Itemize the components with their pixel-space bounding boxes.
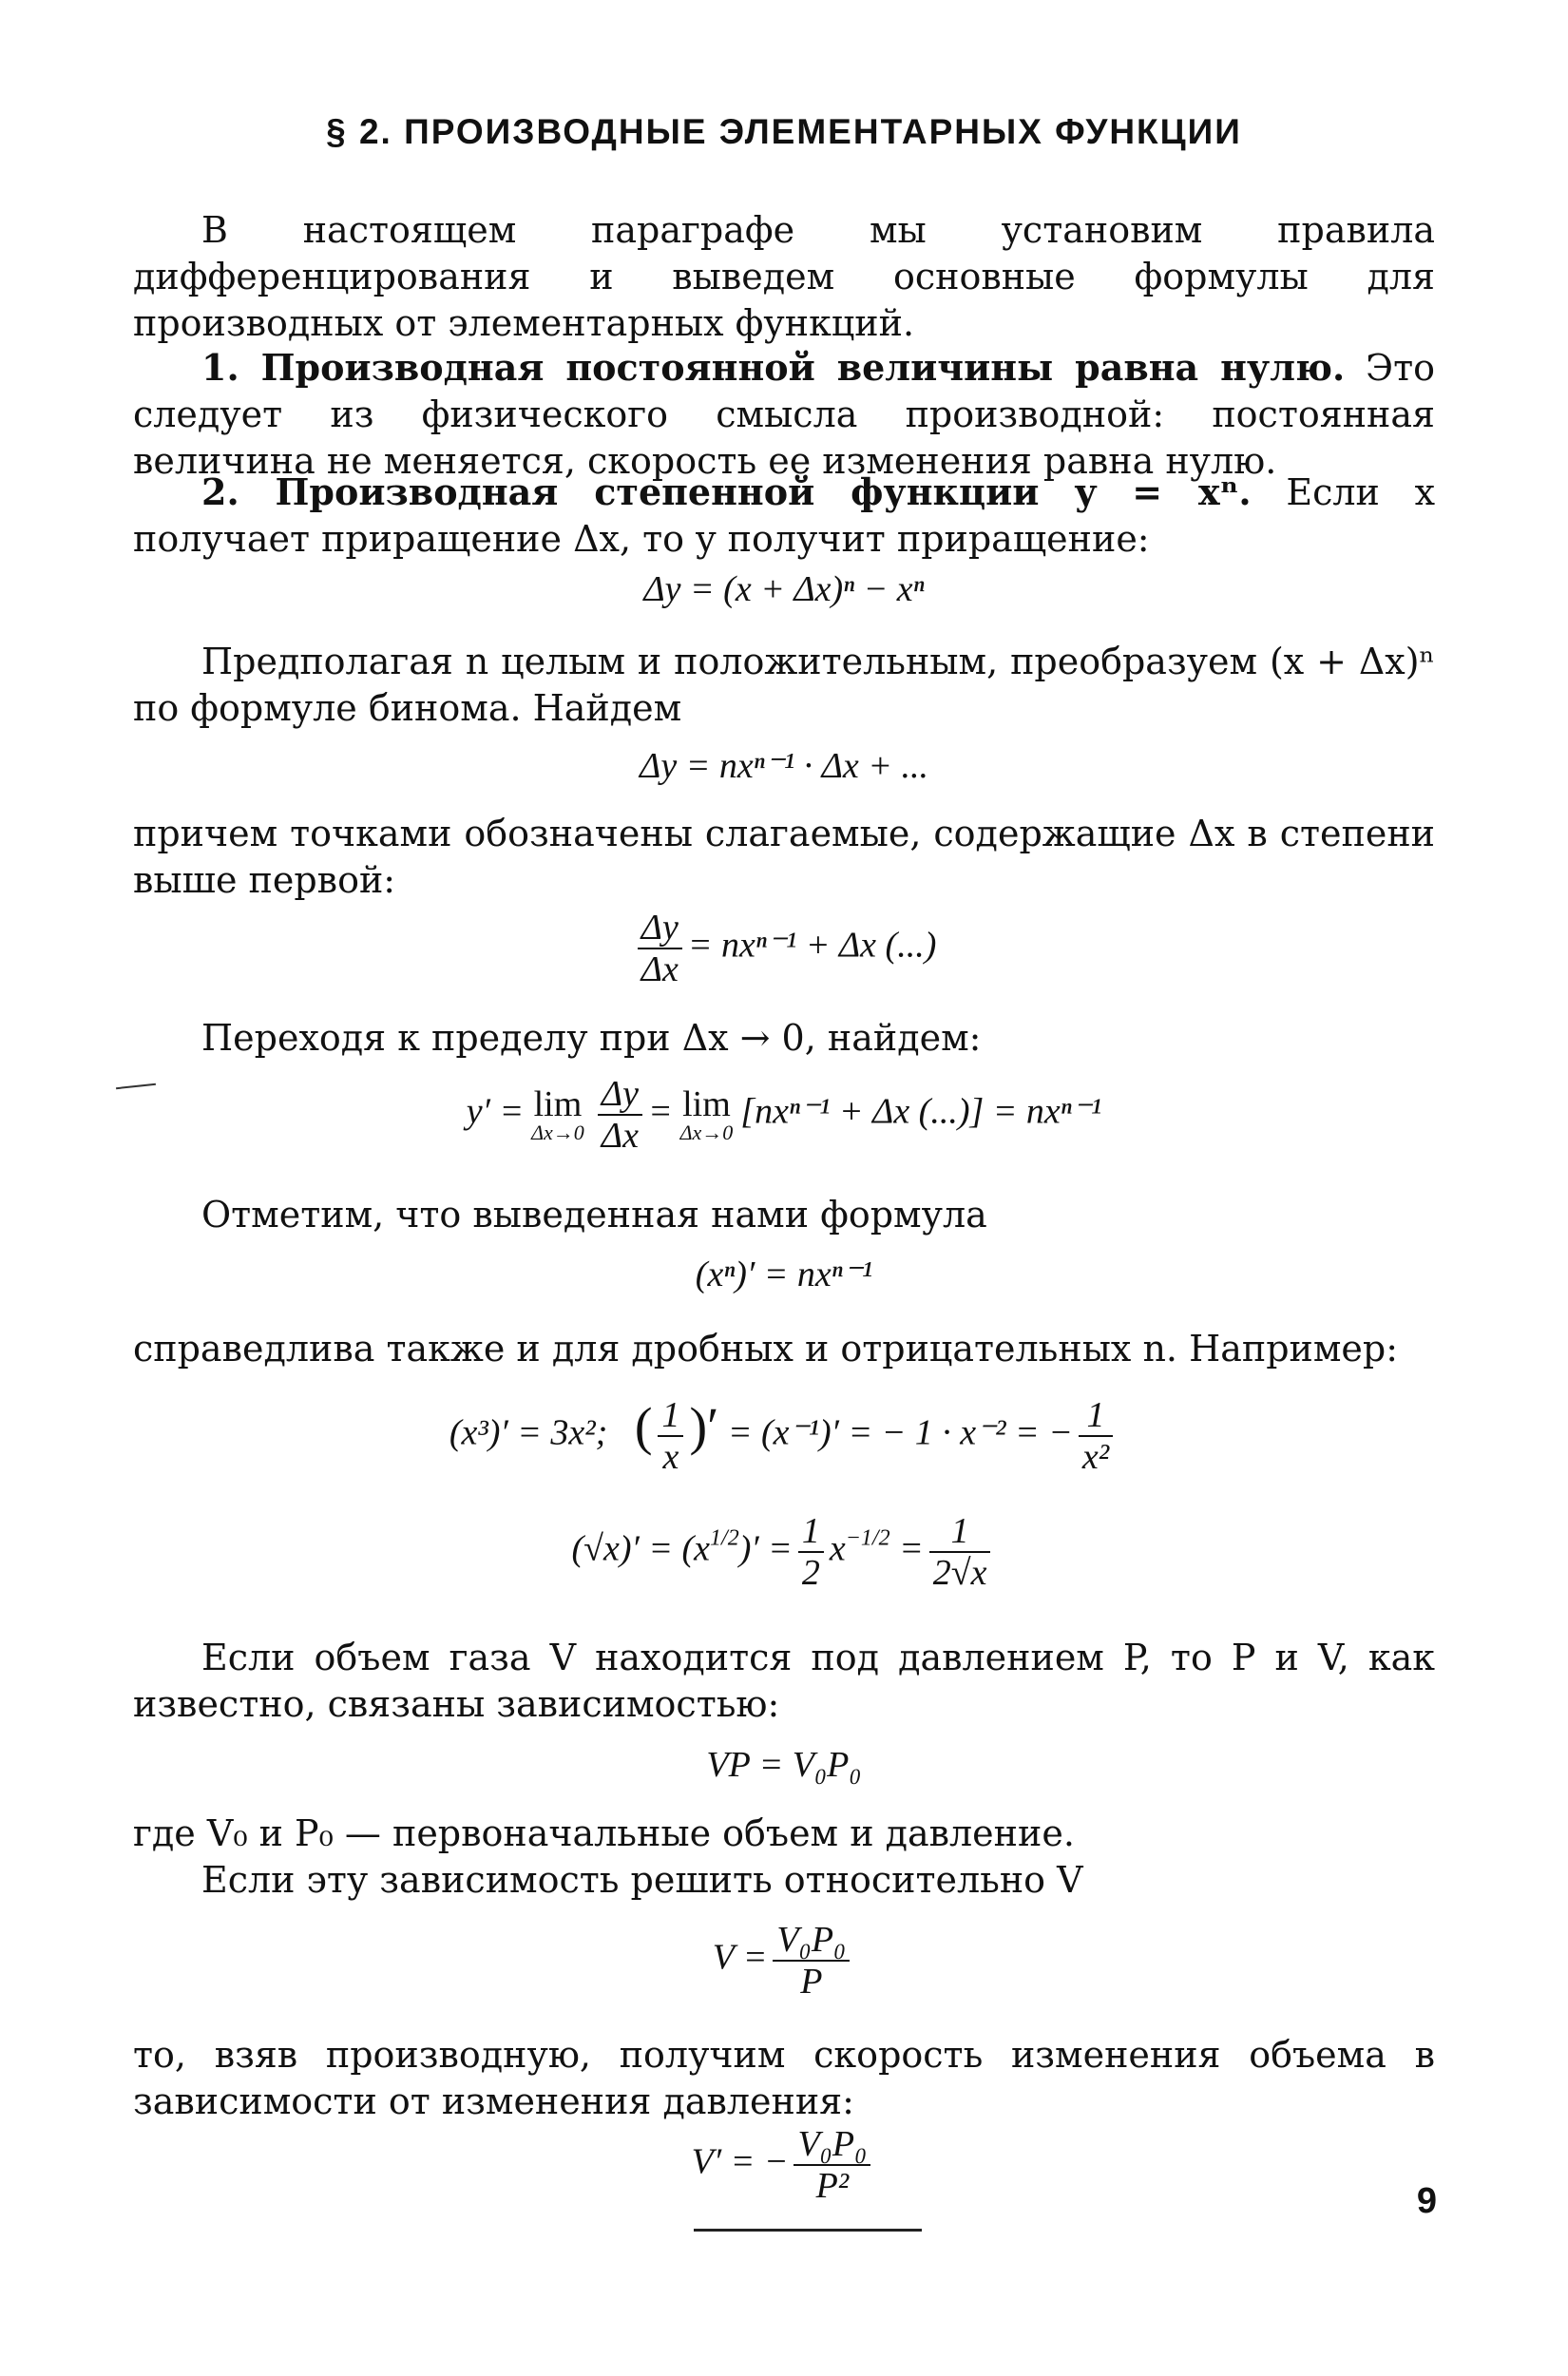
root-equals: = bbox=[899, 1528, 924, 1569]
limit-2-subscript: Δx→0 bbox=[679, 1121, 734, 1144]
ratio-numerator: Δy bbox=[638, 908, 682, 949]
formula-examples-2 bbox=[133, 1511, 1435, 1593]
root-lhs: (√x)′ = (x bbox=[571, 1528, 711, 1569]
formula-binomial-expansion: Δy = nxⁿ⁻¹ · Δx + ... bbox=[640, 746, 928, 786]
note-paragraph: Отметим, что выведенная нами формула bbox=[201, 1194, 987, 1236]
page-number: 9 bbox=[1416, 2181, 1437, 2221]
limit-numerator: Δy bbox=[598, 1074, 642, 1116]
item-1-title: 1. Производная постоянной величины равна нулю. bbox=[201, 346, 1346, 389]
dots-paragraph: причем точками обозначены слагаемые, содержащие Δx в степени выше первой: bbox=[133, 813, 1435, 901]
derivative-lhs: V′ = − bbox=[691, 2141, 789, 2182]
formula-underline bbox=[694, 2229, 922, 2232]
ratio-fraction bbox=[638, 908, 682, 989]
formula-limit bbox=[133, 1074, 1435, 1156]
formula-boyle: VP = V₀P₀ bbox=[706, 1745, 862, 1785]
root-close: )′ = bbox=[738, 1528, 793, 1569]
root-result-denominator: 2√x bbox=[932, 1553, 987, 1593]
validity-paragraph: справедлива также и для дробных и отрицательных n. Например: bbox=[133, 1328, 1399, 1370]
formula-increment: Δy = (x + Δx)ⁿ − xⁿ bbox=[643, 569, 925, 609]
result-denominator: x² bbox=[1081, 1437, 1110, 1477]
limit-lhs: y′ = bbox=[466, 1091, 525, 1132]
limit-equals: = bbox=[647, 1091, 673, 1132]
where-paragraph: где V₀ и P₀ — первоначальные объем и давление. bbox=[133, 1812, 1075, 1854]
ratio-denominator: Δx bbox=[641, 949, 679, 989]
formula-volume-derivative bbox=[133, 2124, 1435, 2206]
limit-2-word: lim bbox=[682, 1084, 731, 1124]
example-reciprocal-chain: = (x⁻¹)′ = − 1 · x⁻² = − bbox=[727, 1412, 1073, 1453]
example-cube: (x³)′ = 3x²; bbox=[449, 1412, 608, 1453]
formula-volume bbox=[133, 1920, 1435, 2002]
example-result-fraction bbox=[1079, 1395, 1113, 1477]
example-reciprocal-fraction bbox=[658, 1395, 683, 1477]
root-result-numerator: 1 bbox=[929, 1511, 991, 1553]
limit-rhs: [nxⁿ⁻¹ + Δx (...)] = nxⁿ⁻¹ bbox=[740, 1091, 1102, 1132]
derivative-denominator: P² bbox=[815, 2166, 850, 2206]
example-paren-close: )′ bbox=[689, 1397, 719, 1457]
root-x: x bbox=[829, 1528, 846, 1569]
result-numerator: 1 bbox=[1079, 1395, 1113, 1437]
limit-operator-2 bbox=[680, 1086, 734, 1143]
limit-1-subscript: Δx→0 bbox=[531, 1121, 584, 1144]
reciprocal-numerator: 1 bbox=[658, 1395, 683, 1437]
reciprocal-denominator: x bbox=[662, 1437, 679, 1477]
solve-paragraph: Если эту зависимость решить относительно V bbox=[201, 1859, 1083, 1901]
limit-fraction bbox=[598, 1074, 642, 1156]
volume-numerator: V₀P₀ bbox=[773, 1920, 850, 1962]
item-1-text: Это следует из физического смысла производной: постоянная величина не меняется, скорость ее изменения равна нулю. bbox=[133, 347, 1435, 482]
binomial-paragraph: Предполагая n целым и положительным, преобразуем (x + Δx)ⁿ по формуле бинома. Найдем bbox=[133, 641, 1435, 729]
root-neg-exponent: −1/2 bbox=[845, 1525, 890, 1551]
limit-paragraph: Переходя к пределу при Δx → 0, найдем: bbox=[201, 1017, 982, 1059]
derivative-fraction bbox=[794, 2124, 870, 2206]
half-numerator: 1 bbox=[798, 1511, 824, 1553]
intro-paragraph: В настоящем параграфе мы установим правила дифференцирования и выведем основные формулы для производных от элементарных функций. bbox=[133, 209, 1435, 344]
volume-denominator: P bbox=[800, 1962, 823, 2002]
item-1-paragraph bbox=[133, 344, 1435, 485]
volume-lhs: V = bbox=[712, 1937, 768, 1978]
limit-operator-1 bbox=[531, 1086, 584, 1143]
derivative-numerator: V₀P₀ bbox=[794, 2124, 870, 2166]
item-2-paragraph bbox=[133, 469, 1435, 563]
section-heading: § 2. ПРОИЗВОДНЫЕ ЭЛЕМЕНТАРНЫХ ФУНКЦИИ bbox=[326, 112, 1242, 151]
item-2-title: 2. Производная степенной функции y = xⁿ. bbox=[201, 470, 1252, 513]
derivative-paragraph: то, взяв производную, получим скорость изменения объема в зависимости от изменения давления: bbox=[133, 2034, 1435, 2122]
root-exponent: 1/2 bbox=[710, 1525, 739, 1551]
ratio-rhs: = nxⁿ⁻¹ + Δx (...) bbox=[687, 925, 937, 966]
limit-denominator: Δx bbox=[601, 1116, 639, 1156]
gas-paragraph: Если объем газа V находится под давлением P, то P и V, как известно, связаны зависимостью: bbox=[133, 1637, 1435, 1725]
limit-1-word: lim bbox=[533, 1084, 583, 1124]
formula-examples-1 bbox=[133, 1395, 1435, 1477]
volume-fraction bbox=[773, 1920, 850, 2002]
formula-ratio bbox=[133, 908, 1435, 989]
example-paren-open: ( bbox=[634, 1397, 653, 1457]
root-half-fraction bbox=[798, 1511, 824, 1593]
item-2-text: Если x получает приращение Δx, то y получит приращение: bbox=[133, 471, 1436, 560]
half-denominator: 2 bbox=[801, 1553, 820, 1593]
root-result-fraction bbox=[929, 1511, 991, 1593]
formula-power-rule: (xⁿ)′ = nxⁿ⁻¹ bbox=[695, 1255, 873, 1294]
